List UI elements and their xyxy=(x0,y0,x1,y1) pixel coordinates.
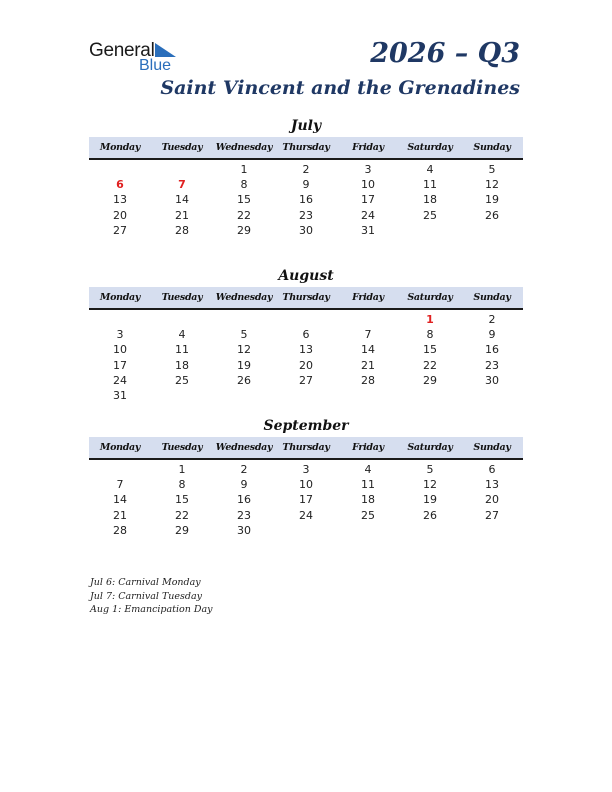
weekday-label: Saturday xyxy=(407,292,453,303)
day-cell: 26 xyxy=(423,508,437,522)
page-title: 2026 – Q3 xyxy=(370,38,520,69)
holiday-note: Jul 6: Carnival Monday xyxy=(90,577,201,588)
empty-day-cell xyxy=(461,388,523,403)
weekday-label: Friday xyxy=(352,442,384,453)
day-cell: 6 xyxy=(116,178,124,192)
day-cell: 16 xyxy=(485,343,499,357)
day-cell: 6 xyxy=(302,328,310,342)
day-cell: 12 xyxy=(485,178,499,192)
day-cell: 14 xyxy=(175,193,189,207)
holiday-notes xyxy=(90,576,213,617)
day-cell: 20 xyxy=(299,358,313,372)
day-cell: 1 xyxy=(240,163,248,176)
month-august xyxy=(89,266,523,403)
day-cell: 22 xyxy=(423,358,437,372)
empty-day-cell xyxy=(399,223,461,238)
empty-day-cell xyxy=(89,312,151,327)
weekday-label: Sunday xyxy=(473,142,511,153)
day-cell: 28 xyxy=(113,523,127,537)
weekday-label: Wednesday xyxy=(215,442,273,453)
weekday-label: Tuesday xyxy=(161,292,203,303)
day-cell: 14 xyxy=(361,343,375,357)
empty-day-cell xyxy=(461,223,523,238)
day-cell: 28 xyxy=(361,373,375,387)
empty-day-cell xyxy=(337,523,399,538)
holiday-note: Aug 1: Emancipation Day xyxy=(90,604,213,615)
empty-day-cell xyxy=(89,462,151,477)
day-cell: 13 xyxy=(485,478,499,492)
empty-day-cell xyxy=(213,388,275,403)
day-cell: 23 xyxy=(485,358,499,372)
day-cell: 31 xyxy=(113,388,127,402)
day-cell: 15 xyxy=(237,193,251,207)
day-cell: 3 xyxy=(364,163,372,176)
day-cell: 29 xyxy=(175,523,189,537)
weekday-label: Saturday xyxy=(407,442,453,453)
day-cell: 24 xyxy=(299,508,313,522)
day-cell: 21 xyxy=(113,508,127,522)
day-cell: 30 xyxy=(237,523,251,537)
day-cell: 10 xyxy=(113,343,127,357)
day-cell: 18 xyxy=(361,493,375,507)
weekday-label: Monday xyxy=(99,142,141,153)
logo-word-general: General xyxy=(89,40,155,61)
weekday-label: Friday xyxy=(352,292,384,303)
day-cell: 2 xyxy=(302,163,310,176)
day-cell: 20 xyxy=(113,208,127,222)
day-cell: 21 xyxy=(361,358,375,372)
weekday-label: Friday xyxy=(352,142,384,153)
day-cell: 1 xyxy=(426,313,434,326)
weekday-header xyxy=(89,437,523,460)
empty-day-cell xyxy=(337,388,399,403)
day-cell: 16 xyxy=(237,493,251,507)
day-cell: 19 xyxy=(423,493,437,507)
day-cell: 17 xyxy=(299,493,313,507)
day-cell: 2 xyxy=(240,463,248,476)
empty-day-cell xyxy=(89,162,151,177)
weekday-label: Tuesday xyxy=(161,142,203,153)
day-cell: 8 xyxy=(426,328,434,342)
day-cell: 30 xyxy=(485,373,499,387)
day-cell: 27 xyxy=(113,223,127,237)
day-cell: 5 xyxy=(426,463,434,476)
day-cell: 7 xyxy=(178,178,186,192)
weekday-label: Tuesday xyxy=(161,442,203,453)
day-cell: 21 xyxy=(175,208,189,222)
empty-day-cell xyxy=(151,162,213,177)
day-cell: 13 xyxy=(113,193,127,207)
weekday-label: Thursday xyxy=(282,142,330,153)
day-cell: 8 xyxy=(240,178,248,192)
day-cell: 9 xyxy=(488,328,496,342)
day-cell: 12 xyxy=(423,478,437,492)
day-cell: 4 xyxy=(178,328,186,342)
weekday-label: Wednesday xyxy=(215,142,273,153)
day-cell: 13 xyxy=(299,343,313,357)
empty-day-cell xyxy=(461,523,523,538)
empty-day-cell xyxy=(399,523,461,538)
day-cell: 26 xyxy=(485,208,499,222)
country-subtitle: Saint Vincent and the Grenadines xyxy=(160,77,520,99)
day-cell: 14 xyxy=(113,493,127,507)
month-name: July xyxy=(290,118,322,134)
weekday-label: Wednesday xyxy=(215,292,273,303)
day-cell: 24 xyxy=(361,208,375,222)
day-cell: 6 xyxy=(488,463,496,476)
day-cell: 9 xyxy=(302,178,310,192)
day-cell: 25 xyxy=(175,373,189,387)
weekday-header xyxy=(89,287,523,310)
weekday-label: Saturday xyxy=(407,142,453,153)
day-cell: 4 xyxy=(364,463,372,476)
day-cell: 27 xyxy=(485,508,499,522)
day-cell: 26 xyxy=(237,373,251,387)
day-cell: 11 xyxy=(423,178,437,192)
day-cell: 22 xyxy=(175,508,189,522)
logo-flag-icon xyxy=(155,43,176,57)
weekday-label: Monday xyxy=(99,292,141,303)
day-cell: 18 xyxy=(175,358,189,372)
weekday-header xyxy=(89,137,523,160)
day-cell: 19 xyxy=(237,358,251,372)
day-grid xyxy=(89,462,523,538)
day-cell: 27 xyxy=(299,373,313,387)
day-cell: 8 xyxy=(178,478,186,492)
day-cell: 11 xyxy=(175,343,189,357)
day-cell: 30 xyxy=(299,223,313,237)
weekday-label: Thursday xyxy=(282,292,330,303)
day-grid xyxy=(89,312,523,403)
month-september xyxy=(89,416,523,538)
day-cell: 23 xyxy=(237,508,251,522)
day-cell: 7 xyxy=(116,478,124,492)
empty-day-cell xyxy=(151,388,213,403)
day-cell: 7 xyxy=(364,328,372,342)
day-cell: 9 xyxy=(240,478,248,492)
day-cell: 3 xyxy=(302,463,310,476)
day-cell: 18 xyxy=(423,193,437,207)
day-cell: 25 xyxy=(423,208,437,222)
day-cell: 2 xyxy=(488,313,496,326)
empty-day-cell xyxy=(337,312,399,327)
day-cell: 5 xyxy=(488,163,496,176)
empty-day-cell xyxy=(275,312,337,327)
day-cell: 31 xyxy=(361,223,375,237)
empty-day-cell xyxy=(275,523,337,538)
day-cell: 12 xyxy=(237,343,251,357)
month-july xyxy=(89,116,523,238)
day-cell: 23 xyxy=(299,208,313,222)
day-cell: 1 xyxy=(178,463,186,476)
generalblue-logo xyxy=(89,40,189,76)
day-cell: 10 xyxy=(299,478,313,492)
day-cell: 15 xyxy=(423,343,437,357)
holiday-note: Jul 7: Carnival Tuesday xyxy=(90,590,203,602)
day-cell: 5 xyxy=(240,328,248,342)
empty-day-cell xyxy=(399,388,461,403)
day-cell: 15 xyxy=(175,493,189,507)
day-cell: 4 xyxy=(426,163,434,176)
day-cell: 28 xyxy=(175,223,189,237)
weekday-label: Thursday xyxy=(282,442,330,453)
weekday-label: Sunday xyxy=(473,292,511,303)
day-cell: 22 xyxy=(237,208,251,222)
empty-day-cell xyxy=(213,312,275,327)
day-cell: 16 xyxy=(299,193,313,207)
day-grid xyxy=(89,162,523,238)
day-cell: 20 xyxy=(485,493,499,507)
weekday-label: Monday xyxy=(99,442,141,453)
day-cell: 29 xyxy=(423,373,437,387)
day-cell: 25 xyxy=(361,508,375,522)
day-cell: 11 xyxy=(361,478,375,492)
weekday-label: Sunday xyxy=(473,442,511,453)
month-name: August xyxy=(278,268,334,284)
empty-day-cell xyxy=(275,388,337,403)
day-cell: 17 xyxy=(361,193,375,207)
month-name: September xyxy=(263,418,349,434)
day-cell: 24 xyxy=(113,373,127,387)
day-cell: 19 xyxy=(485,193,499,207)
day-cell: 10 xyxy=(361,178,375,192)
logo-word-blue: Blue xyxy=(139,57,172,74)
day-cell: 17 xyxy=(113,358,127,372)
day-cell: 3 xyxy=(116,328,124,342)
empty-day-cell xyxy=(151,312,213,327)
day-cell: 29 xyxy=(237,223,251,237)
